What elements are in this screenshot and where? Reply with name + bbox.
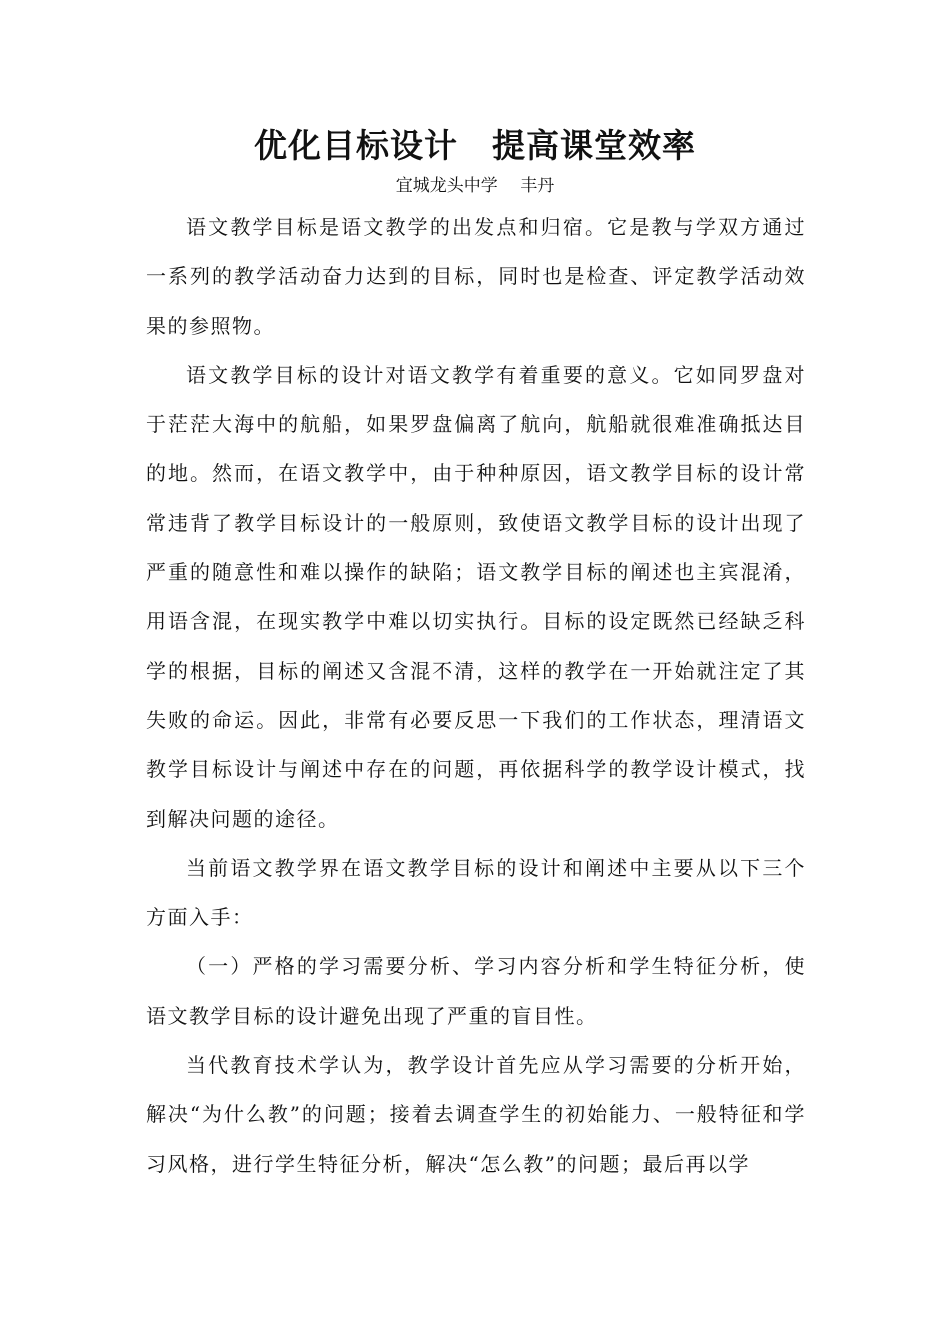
paragraph: 当代教育技术学认为，教学设计首先应从学习需要的分析开始，解决“为什么教”的问题；接着去调查学生的初始能力、一般特征和学习风格，进行学生特征分析，解决“怎么教”的问题；最后再以学 [146, 1053, 806, 1176]
paragraph: 语文教学目标的设计对语文教学有着重要的意义。它如同罗盘对于茫茫大海中的航船，如果罗盘偏离了航向，航船就很难准确抵达目的地。然而，在语文教学中，由于种种原因，语文教学目标的设计常常违背了教学目标设计的一般原则，致使语文教学目标的设计出现了严重的随意性和难以操作的缺陷；语文教学目标的阐述也主宾混淆，用语含混，在现实教学中难以切实执行。目标的设定既然已经缺乏科学的根据，目标的阐述又含混不清，这样的教学在一开始就注定了其失败的命运。因此，非常有必要反思一下我们的工作状态，理清语文教学目标设计与阐述中存在的问题，再依据科学的教学设计模式，找到解决问题的途径。 [146, 362, 806, 831]
document-body [146, 203, 806, 1189]
paragraph: 当前语文教学界在语文教学目标的设计和阐述中主要从以下三个方面入手： [146, 855, 806, 930]
document-title: 优化目标设计 提高课堂效率 [254, 126, 696, 165]
paragraph: （一）严格的学习需要分析、学习内容分析和学生特征分析，使语文教学目标的设计避免出现了严重的盲目性。 [146, 954, 806, 1028]
paragraph: 语文教学目标是语文教学的出发点和归宿。它是教与学双方通过一系列的教学活动奋力达到的目标，同时也是检查、评定教学活动效果的参照物。 [146, 215, 806, 338]
author-line: 宜城龙头中学 丰丹 [395, 176, 555, 196]
